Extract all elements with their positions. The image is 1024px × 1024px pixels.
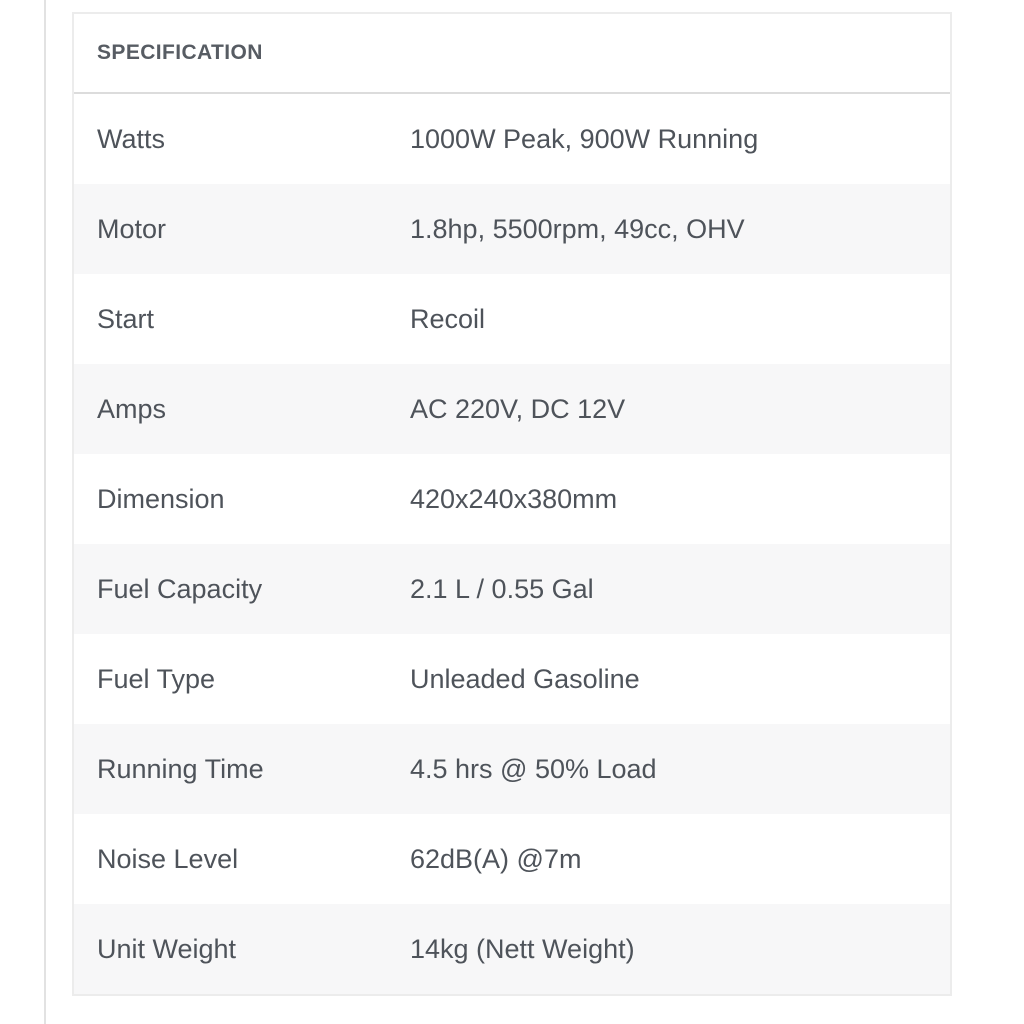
spec-label: Running Time (97, 753, 264, 784)
table-row (74, 94, 950, 184)
spec-label: Dimension (97, 483, 225, 514)
spec-label: Fuel Type (97, 663, 216, 694)
spec-value: Recoil (410, 303, 486, 334)
spec-label: Motor (97, 213, 167, 244)
spec-label: Unit Weight (97, 933, 237, 964)
table-row (74, 814, 950, 904)
spec-label: Watts (97, 123, 166, 154)
table-row (74, 904, 950, 994)
page-left-rule (44, 0, 46, 1024)
spec-table-rows (74, 94, 950, 994)
table-row (74, 184, 950, 274)
spec-value: 420x240x380mm (410, 483, 618, 514)
table-row (74, 454, 950, 544)
table-row (74, 274, 950, 364)
spec-value: Unleaded Gasoline (410, 663, 640, 694)
spec-value: 1000W Peak, 900W Running (410, 123, 759, 154)
specification-table (72, 12, 952, 996)
table-row (74, 724, 950, 814)
spec-label: Noise Level (97, 843, 239, 874)
spec-value: 62dB(A) @7m (410, 843, 582, 874)
spec-value: 1.8hp, 5500rpm, 49cc, OHV (410, 213, 745, 244)
spec-value: 2.1 L / 0.55 Gal (410, 573, 594, 604)
spec-value: 14kg (Nett Weight) (410, 933, 635, 964)
table-row (74, 364, 950, 454)
spec-label: Start (97, 303, 155, 334)
spec-value: 4.5 hrs @ 50% Load (410, 753, 657, 784)
spec-table-header: SPECIFICATION (74, 14, 950, 94)
table-row (74, 634, 950, 724)
spec-value: AC 220V, DC 12V (410, 393, 626, 424)
spec-label: Amps (97, 393, 167, 424)
table-row (74, 544, 950, 634)
spec-label: Fuel Capacity (97, 573, 263, 604)
